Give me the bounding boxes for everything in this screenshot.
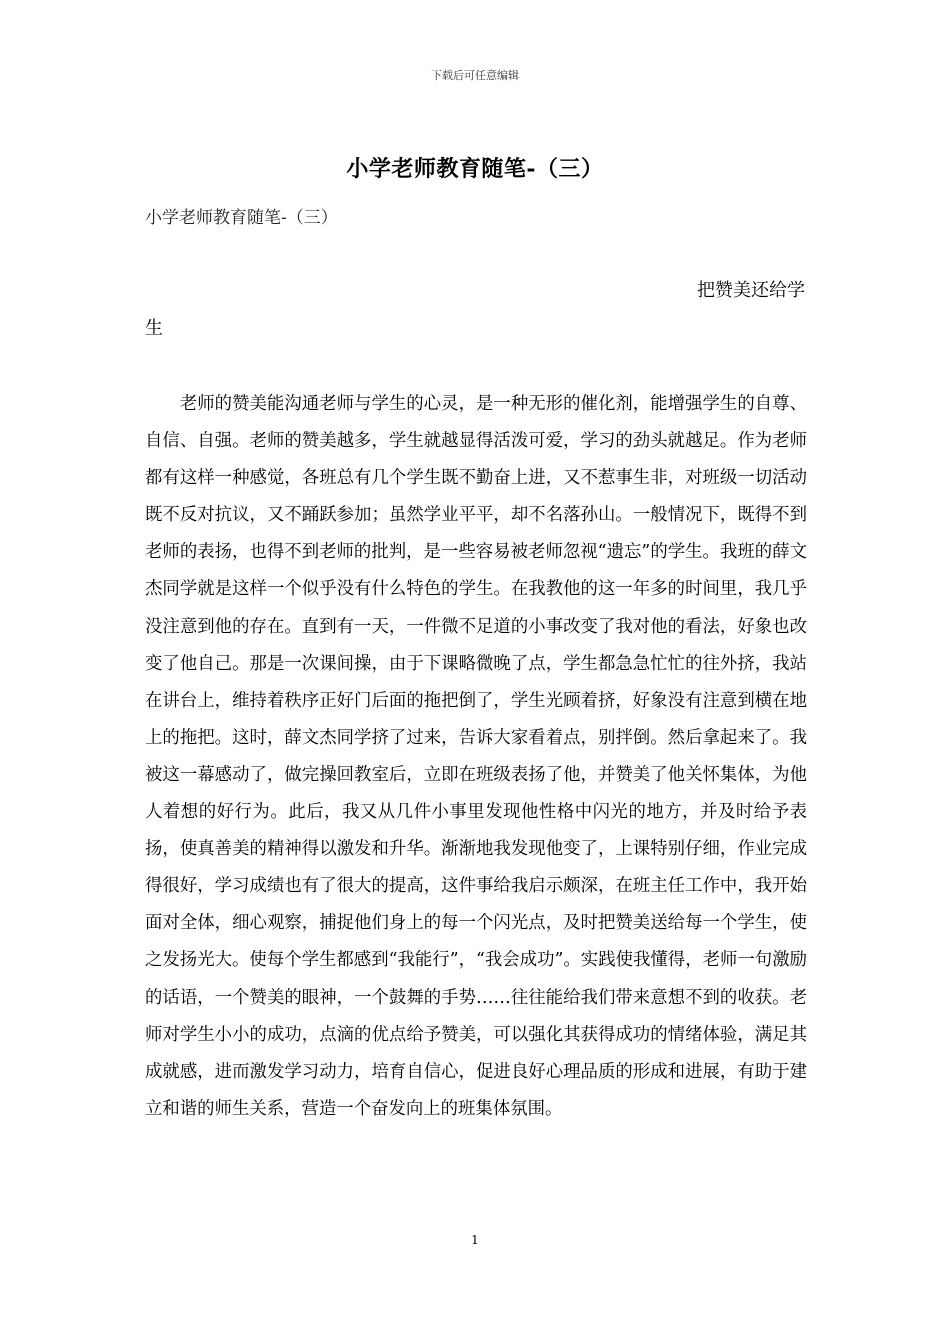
header-note: 下载后可任意编辑 xyxy=(431,69,519,82)
body-paragraph: 老师的赞美能沟通老师与学生的心灵，是一种无形的催化剂，能增强学生的自尊、自信、自强。老师的赞美越多，学生就越显得活泼可爱，学习的劲头就越足。作为老师都有这样一种感觉，各班总有几个学生既不勤奋上进，又不惹事生非，对班级一切活动既不反对抗议，又不踊跃参加；虽然学业平平，却不名落孙山。一般情况下，既得不到老师的表扬，也得不到老师的批判，是一些容易被老师忽视“遗忘”的学生。我班的薛文杰同学就是这样一个似乎没有什么特色的学生。在我教他的这一年多的时间里，我几乎没注意到他的存在。直到有一天，一件微不足道的小事改变了我对他的看法，好象也改变了他自己。那是一次课间操，由于下课略微晚了点，学生都急急忙忙的往外挤，我站在讲台上，维持着秩序正好门后面的拖把倒了，学生光顾着挤，好象没有注意到横在地上的拖把。这时，薛文杰同学挤了过来，告诉大家看着点，别拌倒。然后拿起来了。我被这一幕感动了，做完操回教室后，立即在班级表扬了他，并赞美了他关怀集体，为他人着想的好行为。此后，我又从几件小事里发现他性格中闪光的地方，并及时给予表扬，使真善美的精神得以激发和升华。渐渐地我发现他变了，上课特别仔细，作业完成得很好，学习成绩也有了很大的提高，这件事给我启示颇深，在班主任工作中，我开始面对全体，细心观察，捕捉他们身上的每一个闪光点，及时把赞美送给每一个学生，使之发扬光大。使每个学生都感到“我能行”，“我会成功”。实践使我懂得，老师一句激励的话语，一个赞美的眼神，一个鼓舞的手势……往往能给我们带来意想不到的收获。老师对学生小小的成功，点滴的优点给予赞美，可以强化其获得成功的情绪体验，满足其成就感，进而激发学习动力，培育自信心，促进良好心理品质的形成和进展，有助于建立和谐的师生关系，营造一个奋发向上的班集体氛围。 xyxy=(145,394,807,1119)
page-number: 1 xyxy=(471,1233,479,1247)
document-subtitle: 小学老师教育随笔-（三） xyxy=(145,208,338,228)
document-title: 小学老师教育随笔-（三） xyxy=(346,156,604,182)
section-heading-line2: 生 xyxy=(145,318,163,339)
section-heading-line1: 把赞美还给学 xyxy=(697,280,805,301)
